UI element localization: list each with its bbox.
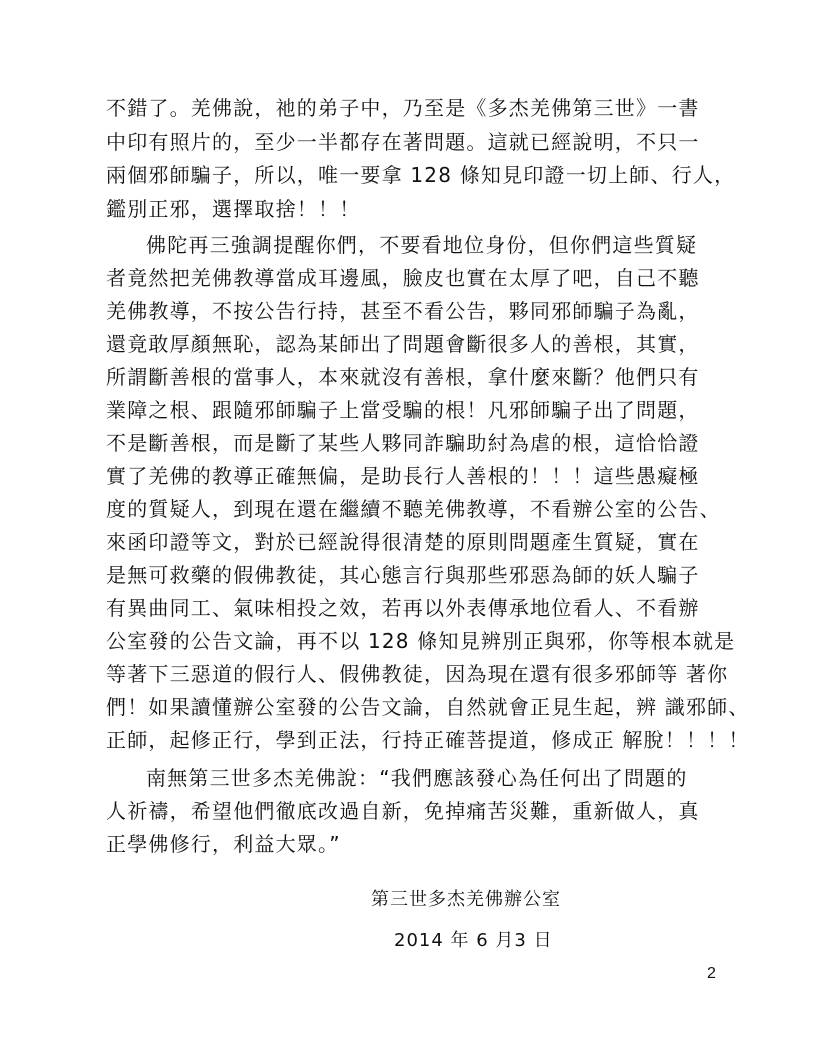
paragraph-2-line-3: 羌佛教導，不按公告行持，甚至不看公告，夥同邪師騙子為亂，	[106, 299, 700, 323]
paragraph-2-line-11: 是無可救藥的假佛教徒，其心態言行與那些邪惡為師的妖人騙子	[106, 563, 700, 587]
paragraph-2-line-7: 不是斷善根，而是斷了某些人夥同詐騙助紂為虐的根，這恰恰證	[106, 431, 700, 455]
paragraph-2-line-2: 者竟然把羌佛教導當成耳邊風，臉皮也實在太厚了吧，自己不聽	[106, 266, 700, 290]
paragraph-2-line-4: 還竟敢厚顏無恥，認為某師出了問題會斷很多人的善根，其實，	[106, 332, 700, 356]
paragraph-2-line-13: 公室發的公告文論，再不以 128 條知見辨別正與邪，你等根本就是	[106, 629, 736, 653]
paragraph-2-line-14: 等著下三惡道的假行人、假佛教徒，因為現在還有很多邪師等 著你	[106, 662, 729, 686]
paragraph-2-line-16: 正師，起修正行，學到正法，行持正確菩提道，修成正 解脫！！！！	[106, 728, 750, 752]
paragraph-2-line-6: 業障之根、跟隨邪師騙子上當受騙的根！凡邪師騙子出了問題，	[106, 398, 700, 422]
paragraph-2-line-8: 實了羌佛的教導正確無偏，是助長行人善根的！！！這些愚癡極	[106, 464, 700, 488]
signature-date: 2014 年 6 月3 日	[394, 930, 553, 951]
page-number: 2	[707, 965, 716, 982]
signature-office: 第三世多杰羌佛辦公室	[371, 889, 561, 910]
paragraph-3-line-3: 正學佛修行，利益大眾。”	[106, 832, 341, 856]
paragraph-2-line-10: 來函印證等文，對於已經說得很清楚的原則問題產生質疑，實在	[106, 530, 700, 554]
paragraph-3-line-1: 南無第三世多杰羌佛說：“我們應該發心為任何出了問題的	[146, 766, 688, 790]
paragraph-3-line-2: 人祈禱，希望他們徹底改過自新，免掉痛苦災難，重新做人，真	[106, 799, 700, 823]
paragraph-1-line-1: 不錯了。羌佛說，祂的弟子中，乃至是《多杰羌佛第三世》一書	[106, 96, 700, 120]
paragraph-2-line-1: 佛陀再三強調提醒你們，不要看地位身份，但你們這些質疑	[146, 233, 698, 257]
paragraph-2-line-5: 所謂斷善根的當事人，本來就沒有善根，拿什麼來斷？他們只有	[106, 365, 700, 389]
paragraph-2-line-12: 有異曲同工、氣味相投之效，若再以外表傳承地位看人、不看辦	[106, 596, 700, 620]
paragraph-1-line-3: 兩個邪師騙子，所以，唯一要拿 128 條知見印證一切上師、行人，	[106, 163, 736, 187]
paragraph-1-line-4: 鑑別正邪，選擇取捨！！！	[106, 197, 361, 221]
paragraph-2-line-9: 度的質疑人，到現在還在繼續不聽羌佛教導，不看辦公室的公告、	[106, 497, 721, 521]
paragraph-1-line-2: 中印有照片的，至少一半都存在著問題。這就已經說明，不只一	[106, 130, 700, 154]
paragraph-2-line-15: 們！如果讀懂辦公室發的公告文論，自然就會正見生起，辨 識邪師、	[106, 695, 750, 719]
